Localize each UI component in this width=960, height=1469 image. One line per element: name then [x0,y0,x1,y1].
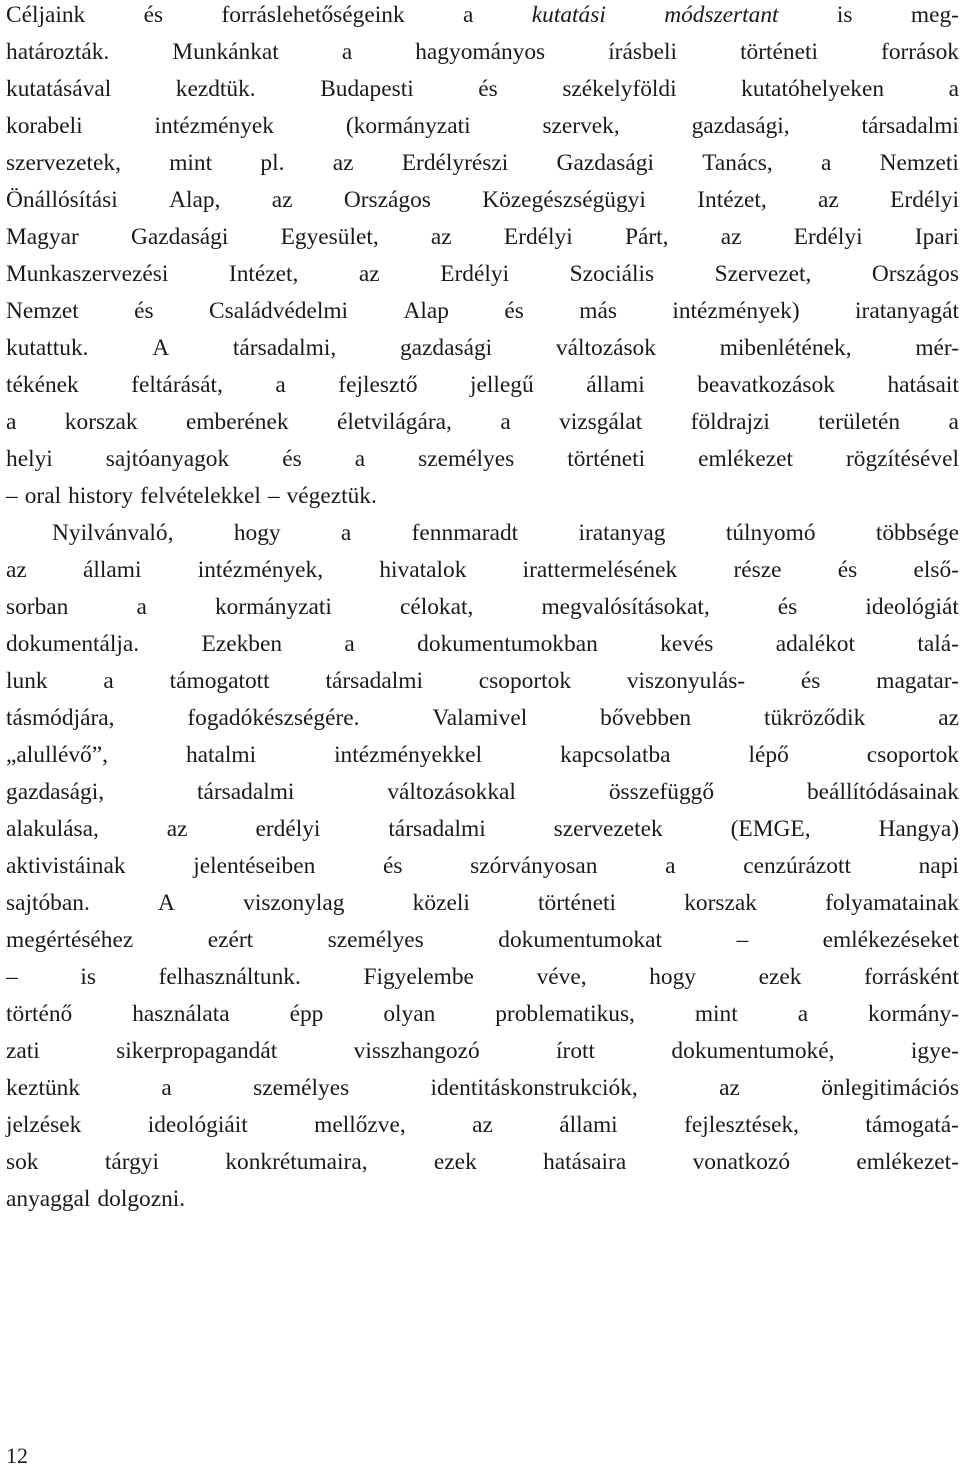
text-line: jelzések ideológiáit mellőzve, az állami fejlesztések, támogatá- [6,1112,959,1138]
paragraph-sources [6,518,959,1221]
text-line: szervezetek, mint pl. az Erdélyrészi Gazdasági Tanács, a Nemzeti [6,150,959,176]
text-line: dokumentálja. Ezekben a dokumentumokban kevés adalékot talá- [6,631,959,657]
text-line: Magyar Gazdasági Egyesület, az Erdélyi Párt, az Erdélyi Ipari [6,224,959,250]
text-line: Önállósítási Alap, az Országos Közegészségügyi Intézet, az Erdélyi [6,187,959,213]
text-line: – is felhasználtunk. Figyelembe véve, hogy ezek forrásként [6,964,959,990]
text-line: az állami intézmények, hivatalok irattermelésének része és első- [6,557,959,583]
text-line: alakulása, az erdélyi társadalmi szervezetek (EMGE, Hangya) [6,816,959,842]
text-line: kutatásával kezdtük. Budapesti és székelyföldi kutatóhelyeken a [6,76,959,102]
text-line: történő használata épp olyan problematikus, mint a kormány- [6,1001,959,1027]
text-line: megértéséhez ezért személyes dokumentumokat – emlékezéseket [6,927,959,953]
text-line: sajtóban. A viszonylag közeli történeti korszak folyamatainak [6,890,959,916]
page-body [6,0,959,1221]
text-line: Céljaink és forráslehetőségeink a kutatási módszertant is meg- [6,2,959,28]
text-line: tékének feltárását, a fejlesztő jellegű állami beavatkozások hatásait [6,372,959,398]
text-line: „alullévő”, hatalmi intézményekkel kapcsolatba lépő csoportok [6,742,959,768]
text-line: lunk a támogatott társadalmi csoportok viszonyulás- és magatar- [6,668,959,694]
text-line: kutattuk. A társadalmi, gazdasági változások mibenlétének, mér- [6,335,959,361]
text-line: gazdasági, társadalmi változásokkal összefüggő beállítódásainak [6,779,959,805]
text-line: Nemzet és Családvédelmi Alap és más intézmények) iratanyagát [6,298,959,324]
page-number: 12 [6,1443,28,1468]
text-line: korabeli intézmények (kormányzati szervek, gazdasági, társadalmi [6,113,959,139]
text-line: határozták. Munkánkat a hagyományos írásbeli történeti források [6,39,959,65]
text-line: helyi sajtóanyagok és a személyes történeti emlékezet rögzítésével [6,446,959,472]
paragraph-methodology [6,0,959,518]
text-line: – oral history felvételekkel – végeztük. [6,483,377,509]
text-line: Munkaszervezési Intézet, az Erdélyi Szociális Szervezet, Országos [6,261,959,287]
text-line: Nyilvánvaló, hogy a fennmaradt iratanyag túlnyomó többsége [52,520,959,546]
text-line: anyaggal dolgozni. [6,1186,186,1212]
text-line: keztünk a személyes identitáskonstrukciók, az önlegitimációs [6,1075,959,1101]
text-line: a korszak emberének életvilágára, a vizsgálat földrajzi területén a [6,409,959,435]
text-line: sok tárgyi konkrétumaira, ezek hatásaira vonatkozó emlékezet- [6,1149,959,1175]
text-line: tásmódjára, fogadókészségére. Valamivel bővebben tükröződik az [6,705,959,731]
text-line: sorban a kormányzati célokat, megvalósításokat, és ideológiát [6,594,959,620]
text-line: zati sikerpropagandát visszhangozó írott dokumentumoké, igye- [6,1038,959,1064]
text-line: aktivistáinak jelentéseiben és szórványosan a cenzúrázott napi [6,853,959,879]
